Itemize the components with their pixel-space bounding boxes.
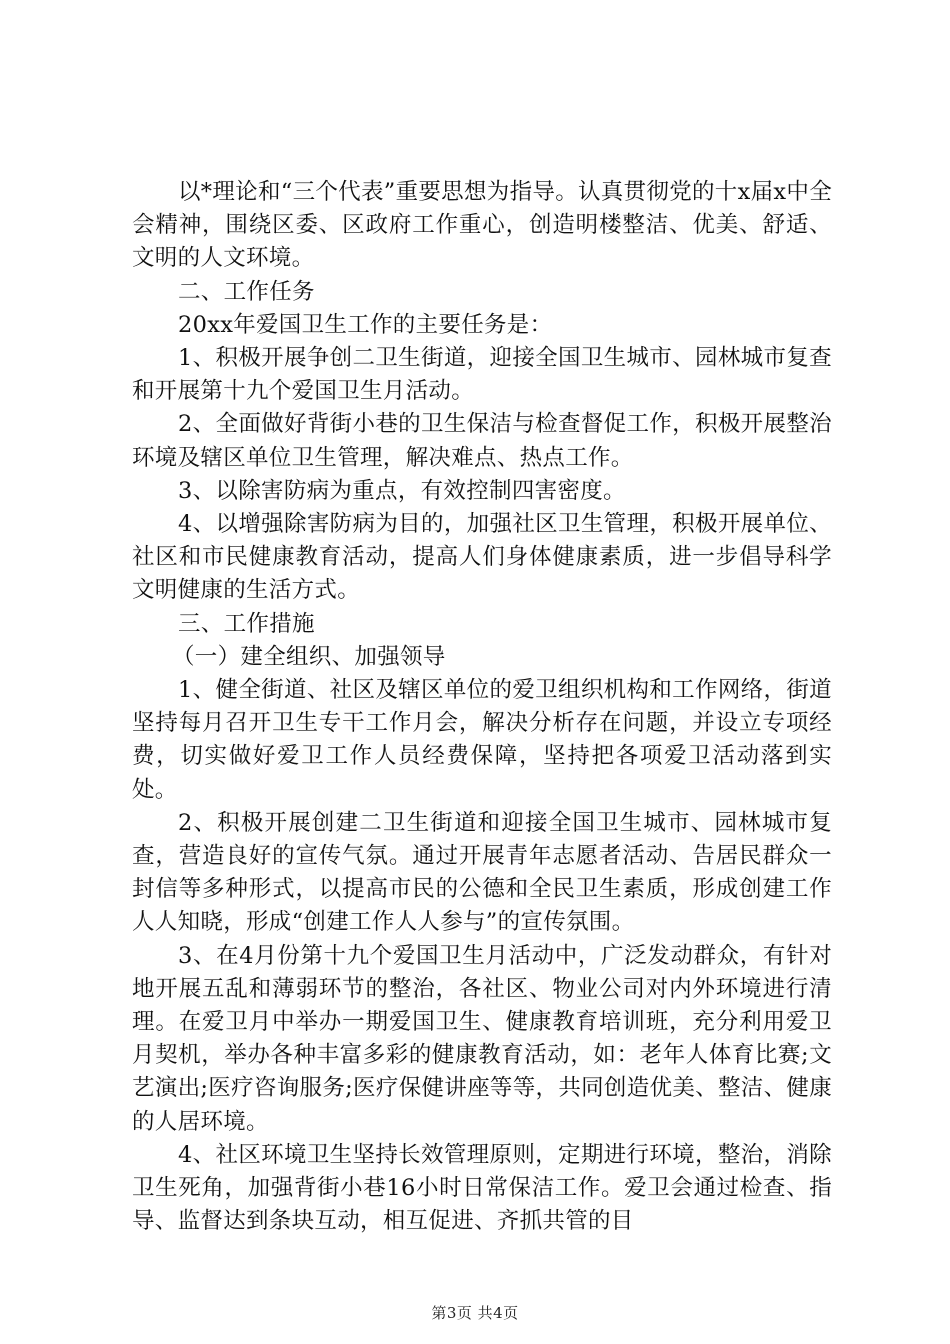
paragraph-measure-1: 1、健全街道、社区及辖区单位的爱卫组织机构和工作网络，街道坚持每月召开卫生专干工作月会，解决分析存在问题，并设立专项经费，切实做好爱卫工作人员经费保障，坚持把各项爱卫活动落到实处。 [132,677,832,803]
page-number-footer: 第3页 共4页 [431,1304,519,1322]
paragraph-measure-2: 2、积极开展创建二卫生街道和迎接全国卫生城市、园林城市复查，营造良好的宣传气氛。通过开展青年志愿者活动、告居民群众一封信等多种形式，以提高市民的公德和全民卫生素质，形成创建工作人人知晓，形成“创建工作人人参与”的宣传氛围。 [132,809,832,936]
subsection-heading-organization: （一）建全组织、加强领导 [172,643,446,670]
paragraph-task-4: 4、以增强除害防病为目的，加强社区卫生管理，积极开展单位、社区和市民健康教育活动，提高人们身体健康素质，进一步倡导科学文明健康的生活方式。 [132,511,832,604]
section-heading-tasks: 二、工作任务 [178,278,315,305]
paragraph-measure-4: 4、社区环境卫生坚持长效管理原则，定期进行环境，整治，消除卫生死角，加强背街小巷16小时日常保洁工作。爱卫会通过检查、指导、监督达到条块互动，相互促进、齐抓共管的目 [132,1141,832,1235]
document-body [132,176,832,1239]
paragraph-measure-3: 3、在4月份第十九个爱国卫生月活动中，广泛发动群众，有针对地开展五乱和薄弱环节的整治，各社区、物业公司对内外环境进行清理。在爱卫月中举办一期爱国卫生、健康教育培训班，充分利用爱卫月契机，举办各种丰富多彩的健康教育活动，如：老年人体育比赛;文艺演出;医疗咨询服务;医疗保健讲座等等，共同创造优美、整洁、健康的人居环境。 [132,942,832,1135]
paragraph-guiding-ideology: 以*理论和“三个代表”重要思想为指导。认真贯彻党的十x届x中全会精神，围绕区委、区政府工作重心，创造明楼整洁、优美、舒适、文明的人文环境。 [132,179,832,272]
paragraph-task-2: 2、全面做好背街小巷的卫生保洁与检查督促工作，积极开展整治环境及辖区单位卫生管理，解决难点、热点工作。 [132,411,832,471]
paragraph-task-1: 1、积极开展争创二卫生街道，迎接全国卫生城市、园林城市复查和开展第十九个爱国卫生月活动。 [132,345,832,405]
paragraph-task-3: 3、以除害防病为重点，有效控制四害密度。 [178,477,626,504]
section-heading-measures: 三、工作措施 [178,610,315,637]
paragraph-tasks-intro: 20xx年爱国卫生工作的主要任务是： [178,311,553,338]
